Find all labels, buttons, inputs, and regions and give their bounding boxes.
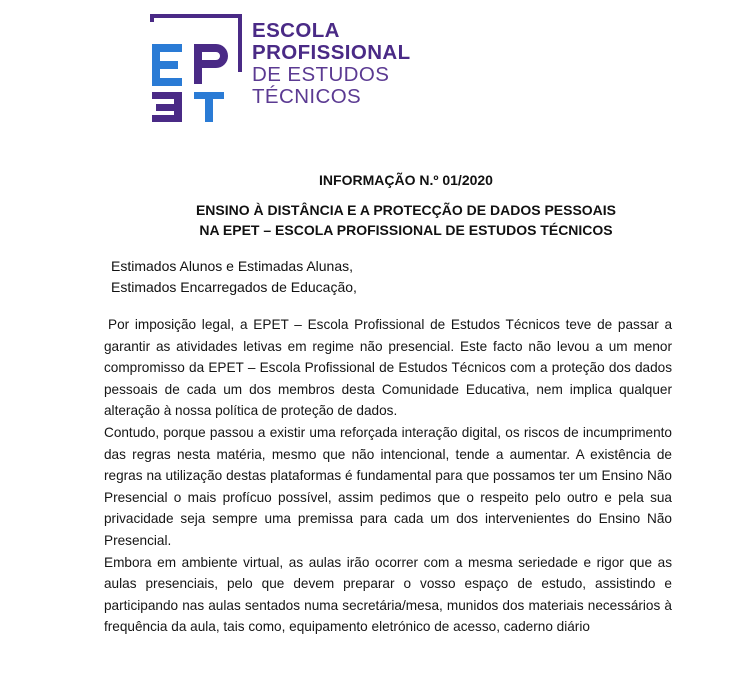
epet-logo-mark bbox=[150, 14, 242, 124]
info-number-title: INFORMAÇÃO N.º 01/2020 bbox=[319, 172, 493, 188]
logo-line-tecnicos: TÉCNICOS bbox=[252, 85, 362, 108]
logo-line-profissional: PROFISSIONAL bbox=[252, 41, 411, 64]
logo-text bbox=[252, 20, 411, 108]
school-logo bbox=[150, 14, 411, 126]
logo-line-de-estudos: DE ESTUDOS bbox=[252, 63, 390, 86]
paragraph-virtual-classes: Embora em ambiente virtual, as aulas irão ocorrer com a mesma seriedade e rigor que as aulas presenciais, pelo que devem preparar o vosso espaço de estudo, assistindo e participando nas aulas sentados numa secretária/mesa, munidos dos materiais necessários à frequência da aula, tais como, equipamento eletrónico de acesso, caderno diário bbox=[104, 554, 672, 635]
document-title-line-2: NA EPET – ESCOLA PROFISSIONAL DE ESTUDOS TÉCNICOS bbox=[199, 222, 613, 238]
paragraph-digital-interaction: Contudo, porque passou a existir uma reforçada interação digital, os riscos de incumprimento das regras nesta matéria, mesmo que não intencional, tende a aumentar. A existência de regras na utilização destas plataformas é fundamental para que possamos ter um Ensino Não Presencial o mais profícuo possível, assim pedimos que o respeito pelo outro e pela sua privacidade seja sempre uma premissa para cada um dos intervenientes do Ensino Não Presencial. bbox=[104, 424, 672, 548]
document-title-line-1: ENSINO À DISTÂNCIA E A PROTECÇÃO DE DADOS PESSOAIS bbox=[195, 202, 617, 218]
logo-line-escola: ESCOLA bbox=[252, 19, 340, 42]
document-body bbox=[104, 166, 672, 638]
greeting bbox=[104, 256, 672, 298]
paragraph-legal-imposition: Por imposição legal, a EPET – Escola Profissional de Estudos Técnicos teve de passar a garantir as atividades letivas em regime não presencial. Este facto não levou a um menor compromisso da EPET – Escola Profissional de Estudos Técnicos com a proteção dos dados pessoais de cada um dos membros desta Comunidade Educativa, nem implica qualquer alteração à nossa política de proteção de dados. bbox=[104, 317, 672, 419]
greeting-students: Estimados Alunos e Estimadas Alunas, bbox=[111, 258, 354, 274]
greeting-guardians: Estimados Encarregados de Educação, bbox=[111, 279, 357, 295]
